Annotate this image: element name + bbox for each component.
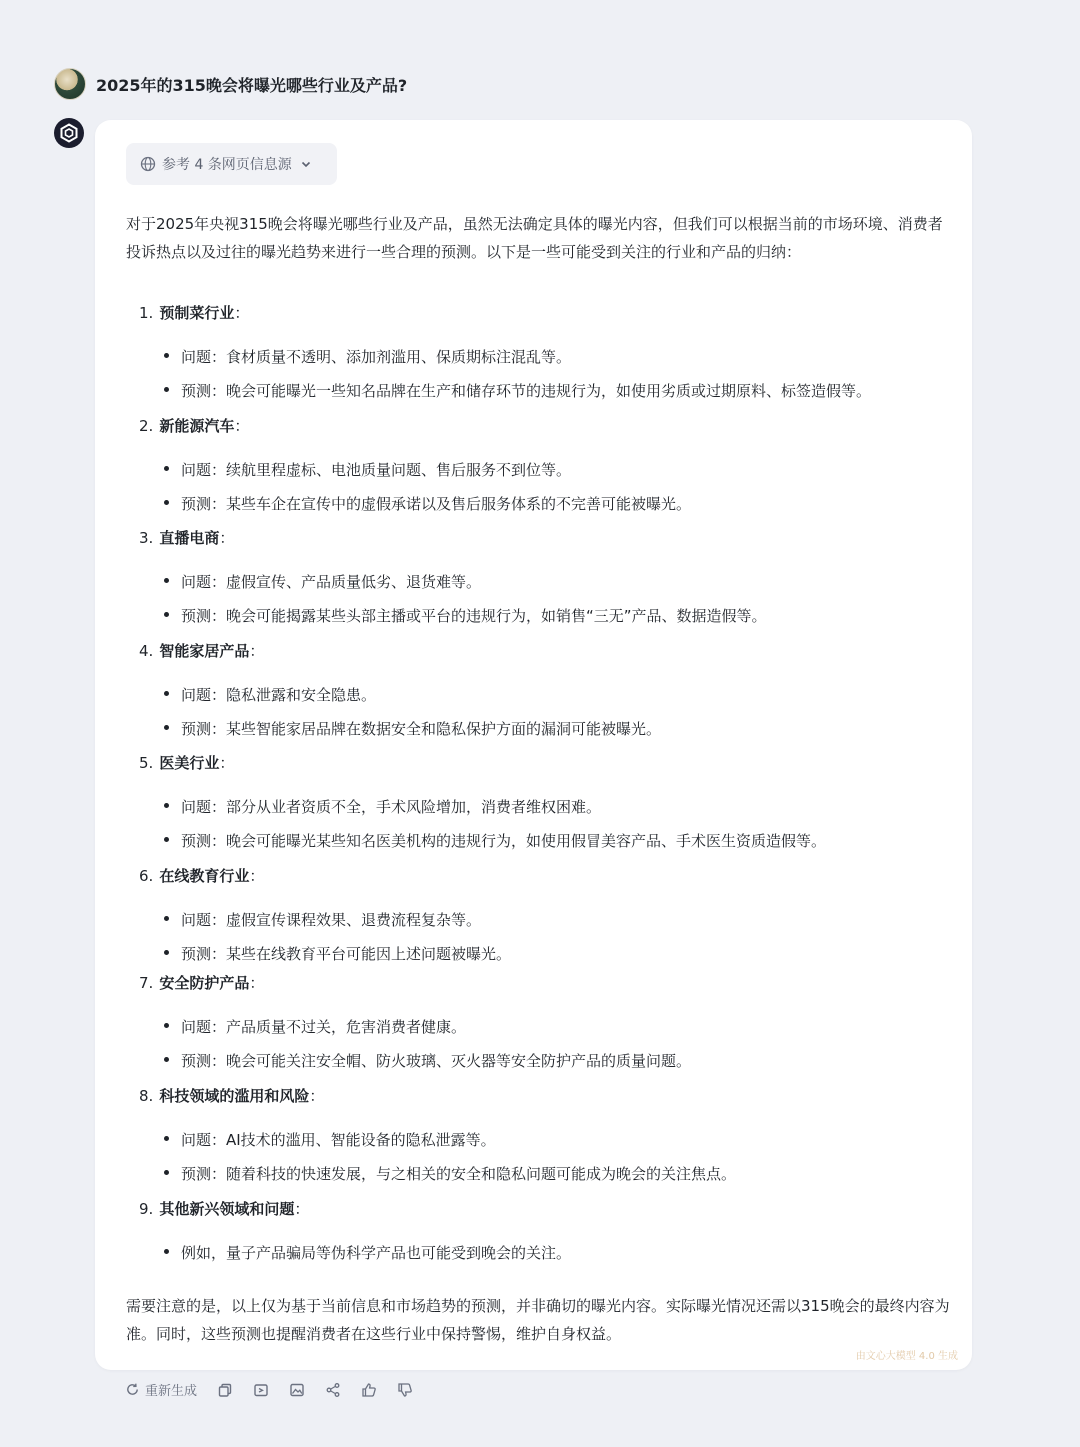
bullet-dot-icon	[164, 950, 169, 955]
section-colon: ：	[294, 1200, 310, 1218]
bullet-dot-icon	[164, 837, 169, 842]
section-number: 1.	[139, 304, 154, 322]
bullet-dot-icon	[164, 353, 169, 358]
references-label: 参考 4 条网页信息源	[162, 157, 292, 173]
bullet-item	[164, 909, 481, 930]
bullet-item	[164, 459, 571, 480]
section-title-text: 新能源汽车	[159, 417, 235, 435]
thumbs-down-icon	[397, 1382, 413, 1398]
bullet-text: 预测：某些车企在宣传中的虚假承诺以及售后服务体系的不完善可能被曝光。	[181, 495, 692, 513]
section-title-text: 智能家居产品	[159, 642, 250, 660]
answer-card	[95, 120, 972, 1370]
bullet-text: 预测：某些在线教育平台可能因上述问题被曝光。	[181, 945, 512, 963]
section-title	[139, 1085, 324, 1106]
section-colon: ：	[249, 867, 265, 885]
bullet-dot-icon	[164, 1136, 169, 1141]
section-title	[139, 865, 264, 886]
globe-icon	[140, 156, 156, 172]
bullet-item	[164, 830, 826, 851]
bullet-dot-icon	[164, 387, 169, 392]
image-button[interactable]	[289, 1382, 305, 1398]
bullet-dot-icon	[164, 725, 169, 730]
answer-intro: 对于2025年央视315晚会将曝光哪些行业及产品，虽然无法确定具体的曝光内容，但我们可以根据当前的市场环境、消费者投诉热点以及过往的曝光趋势来进行一些合理的预测。以下是一些可能受到关注的行业和产品的归纳：	[126, 215, 943, 261]
section-colon: ：	[234, 304, 250, 322]
section-title-text: 安全防护产品	[159, 974, 250, 992]
bullet-text: 例如，量子产品骗局等伪科学产品也可能受到晚会的关注。	[181, 1244, 572, 1262]
section-title-text: 直播电商	[159, 529, 220, 547]
references-button[interactable]	[126, 143, 337, 185]
bullet-item	[164, 943, 511, 964]
share-icon	[325, 1382, 341, 1398]
bullet-item	[164, 1016, 466, 1037]
answer-outro: 需要注意的是，以上仅为基于当前信息和市场趋势的预测，并非确切的曝光内容。实际曝光情况还需以315晚会的最终内容为准。同时，这些预测也提醒消费者在这些行业中保持警惕，维护自身权益。	[126, 1297, 950, 1343]
image-icon	[289, 1382, 305, 1398]
bullet-dot-icon	[164, 612, 169, 617]
user-avatar	[54, 68, 86, 100]
chevron-down-icon	[300, 158, 312, 170]
thumbs-up-icon	[361, 1382, 377, 1398]
section-title-text: 其他新兴领域和问题	[159, 1200, 295, 1218]
section-number: 5.	[139, 754, 154, 772]
regenerate-button[interactable]	[125, 1380, 197, 1399]
section-number: 8.	[139, 1087, 154, 1105]
bullet-item	[164, 571, 481, 592]
bullet-item	[164, 1242, 571, 1263]
copy-button[interactable]	[217, 1382, 233, 1398]
section-colon: ：	[249, 642, 265, 660]
section-title	[139, 527, 234, 548]
section-title	[139, 640, 264, 661]
user-message	[54, 68, 407, 100]
section-title	[139, 302, 249, 323]
share-button[interactable]	[325, 1382, 341, 1398]
bullet-text: 预测：晚会可能曝光某些知名医美机构的违规行为，如使用假冒美容产品、手术医生资质造假等。	[181, 832, 827, 850]
bullet-text: 问题：续航里程虚标、电池质量问题、售后服务不到位等。	[181, 461, 572, 479]
bullet-dot-icon	[164, 500, 169, 505]
bullet-dot-icon	[164, 1057, 169, 1062]
bullet-text: 预测：晚会可能曝光一些知名品牌在生产和储存环节的违规行为，如使用劣质或过期原料、标签造假等。	[181, 382, 872, 400]
section-title	[139, 972, 264, 993]
bullet-item	[164, 493, 691, 514]
section-number: 6.	[139, 867, 154, 885]
section-number: 3.	[139, 529, 154, 547]
export-icon	[253, 1382, 269, 1398]
section-title	[139, 1198, 309, 1219]
bullet-item	[164, 1163, 736, 1184]
section-colon: ：	[234, 417, 250, 435]
bullet-dot-icon	[164, 916, 169, 921]
bullet-text: 问题：虚假宣传、产品质量低劣、退货难等。	[181, 573, 482, 591]
bullet-item	[164, 718, 661, 739]
section-title-text: 科技领域的滥用和风险	[159, 1087, 310, 1105]
bullet-item	[164, 796, 601, 817]
bullet-text: 问题：食材质量不透明、添加剂滥用、保质期标注混乱等。	[181, 348, 572, 366]
section-title-text: 预制菜行业	[159, 304, 235, 322]
answer-toolbar	[125, 1380, 433, 1399]
bullet-item	[164, 380, 871, 401]
bullet-dot-icon	[164, 803, 169, 808]
section-title-text: 医美行业	[159, 754, 220, 772]
bullet-dot-icon	[164, 691, 169, 696]
bullet-text: 问题：部分从业者资质不全，手术风险增加，消费者维权困难。	[181, 798, 602, 816]
bullet-item	[164, 346, 571, 367]
bullet-item	[164, 1129, 496, 1150]
bullet-text: 预测：晚会可能揭露某些头部主播或平台的违规行为，如销售“三无”产品、数据造假等。	[181, 607, 767, 625]
refresh-icon	[125, 1382, 140, 1397]
thumbs-up-button[interactable]	[361, 1382, 377, 1398]
bullet-dot-icon	[164, 1023, 169, 1028]
section-colon: ：	[219, 754, 235, 772]
bullet-text: 问题：AI技术的滥用、智能设备的隐私泄露等。	[181, 1131, 496, 1149]
bullet-item	[164, 684, 376, 705]
regenerate-label: 重新生成	[145, 1384, 198, 1399]
bullet-text: 问题：产品质量不过关，危害消费者健康。	[181, 1018, 467, 1036]
copy-icon	[217, 1382, 233, 1398]
section-number: 4.	[139, 642, 154, 660]
section-title	[139, 752, 234, 773]
thumbs-down-button[interactable]	[397, 1382, 413, 1398]
assistant-avatar	[54, 118, 84, 148]
bullet-dot-icon	[164, 1170, 169, 1175]
user-question: 2025年的315晚会将曝光哪些行业及产品?	[96, 75, 408, 95]
section-title-text: 在线教育行业	[159, 867, 250, 885]
bullet-text: 预测：随着科技的快速发展，与之相关的安全和隐私问题可能成为晚会的关注焦点。	[181, 1165, 737, 1183]
section-number: 2.	[139, 417, 154, 435]
section-colon: ：	[219, 529, 235, 547]
section-number: 7.	[139, 974, 154, 992]
bullet-dot-icon	[164, 466, 169, 471]
assistant-logo-icon	[59, 123, 79, 143]
section-colon: ：	[309, 1087, 325, 1105]
bullet-dot-icon	[164, 1249, 169, 1254]
ai-watermark: 由文心大模型 4.0 生成	[855, 1351, 958, 1362]
section-colon: ：	[249, 974, 265, 992]
bullet-text: 预测：晚会可能关注安全帽、防火玻璃、灭火器等安全防护产品的质量问题。	[181, 1052, 692, 1070]
bullet-text: 问题：虚假宣传课程效果、退费流程复杂等。	[181, 911, 482, 929]
bullet-text: 问题：隐私泄露和安全隐患。	[181, 686, 377, 704]
section-number: 9.	[139, 1200, 154, 1218]
section-title	[139, 415, 249, 436]
bullet-item	[164, 605, 767, 626]
bullet-dot-icon	[164, 578, 169, 583]
bullet-text: 预测：某些智能家居品牌在数据安全和隐私保护方面的漏洞可能被曝光。	[181, 720, 662, 738]
export-button[interactable]	[253, 1382, 269, 1398]
bullet-item	[164, 1050, 691, 1071]
